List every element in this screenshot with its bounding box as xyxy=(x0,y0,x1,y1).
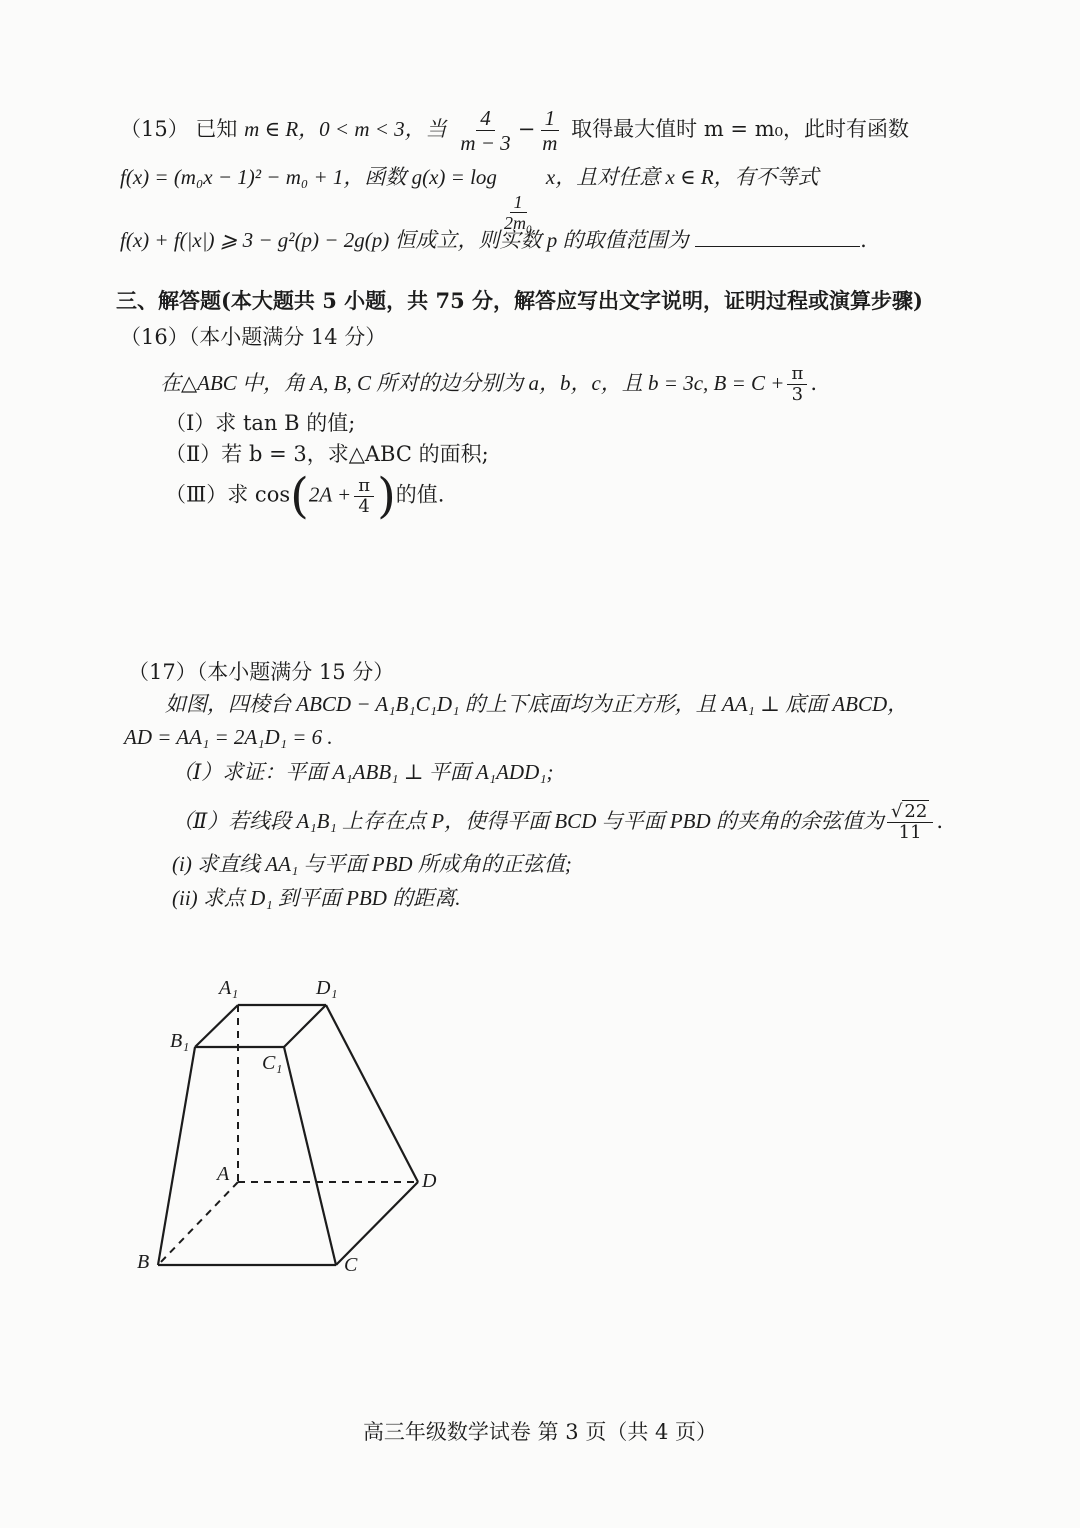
q16-part2: （Ⅱ）若 b = 3，求△ABC 的面积; xyxy=(165,442,489,466)
page-footer: 高三年级数学试卷 第 3 页（共 4 页） xyxy=(362,1420,718,1444)
q17-cos-numerator: √ 22 xyxy=(887,802,933,823)
q15-frac1-numerator: 4 xyxy=(476,106,495,131)
edge-C1-D1 xyxy=(284,1005,326,1047)
q15-text-a: 已知 xyxy=(195,117,238,141)
q16-pi-denominator: 3 xyxy=(791,384,804,405)
q17-stem2: AD = AA₁ = 2A₁D₁ = 6 . xyxy=(124,725,333,749)
q15-line2-a: f(x) = (m₀x − 1)² − m₀ + 1，函数 g(x) = log xyxy=(120,165,497,189)
label-B: B xyxy=(137,1251,150,1273)
label-B1: B₁ xyxy=(170,1030,190,1052)
left-paren: ( xyxy=(290,468,309,524)
q17-cos-denominator: 11 xyxy=(898,822,922,843)
q15-line3-end: . xyxy=(860,228,867,252)
q15-minus: − xyxy=(517,117,536,141)
label-D1: D₁ xyxy=(316,977,338,999)
q16-part3-pi-denominator: 4 xyxy=(358,495,370,517)
q17-header: （17）（本小题满分 15 分） xyxy=(128,660,395,684)
q17-stem1: 如图，四棱台 ABCD − A₁B₁C₁D₁ 的上下底面均为正方形，且 AA₁ ⊥ 底面 ABCD， xyxy=(165,692,909,716)
right-paren: ) xyxy=(377,468,396,524)
edge-A1-B1 xyxy=(195,1005,238,1047)
q17-part1: （Ⅰ）求证：平面 A₁ABB₁ ⊥ 平面 A₁ADD₁; xyxy=(172,760,554,784)
label-A1: A₁ xyxy=(219,977,239,999)
section-heading: 三、解答题(本大题共 5 小题，共 75 分，解答应写出文字说明，证明过程或演算步骤) xyxy=(116,288,923,313)
q16-part1: （Ⅰ）求 tan B 的值; xyxy=(165,411,356,435)
edge-C-D xyxy=(336,1182,418,1265)
q16-stem-end: . xyxy=(810,371,817,395)
q16-part3-pi-numerator: π xyxy=(354,476,374,497)
q15-log-base-denominator: 2m₀ xyxy=(503,213,533,233)
q16-stem-text: 在△ABC 中，角 A, B, C 所对的边分别为 a，b，c，且 b = 3c, B = C + xyxy=(160,371,785,395)
q15-line2-b: x，且对任意 x ∈ R，有不等式 xyxy=(545,165,819,189)
label-A: A xyxy=(217,1163,230,1185)
frustum-solid-edges xyxy=(158,1005,418,1265)
q15-log-base-numerator: 1 xyxy=(510,192,527,213)
q17-sub1: (i) 求直线 AA₁ 与平面 PBD 所成角的正弦值; xyxy=(172,852,572,876)
q16-part3-inner: 2A + xyxy=(308,482,352,507)
q15-number: （15） xyxy=(120,117,189,141)
q17-sub2: (ii) 求点 D₁ 到平面 PBD 的距离. xyxy=(172,886,461,910)
q17-sqrt-value: 22 xyxy=(904,801,928,822)
q15-line3-text: f(x) + f(|x|) ⩾ 3 − g²(p) − 2g(p) 恒成立，则实数 p 的取值范围为 xyxy=(120,228,689,252)
edge-D1-D xyxy=(326,1005,418,1182)
label-C: C xyxy=(344,1254,358,1276)
label-C1: C₁ xyxy=(262,1052,283,1074)
q15-frac2-numerator: 1 xyxy=(541,106,560,131)
q15-frac2-denominator: m xyxy=(542,131,558,155)
q15-frac1-denominator: m − 3 xyxy=(460,131,511,155)
label-D: D xyxy=(422,1170,437,1192)
q17-part2-end: . xyxy=(936,809,944,833)
q16-pi-numerator: π xyxy=(787,364,807,385)
q16-part3-a: （Ⅲ）求 cos xyxy=(165,482,291,507)
q17-part2-text: （Ⅱ）若线段 A₁B₁ 上存在点 P，使得平面 BCD 与平面 PBD 的夹角的余弦值为 xyxy=(172,809,884,833)
edge-C1-C xyxy=(284,1047,336,1265)
q16-header: （16）（本小题满分 14 分） xyxy=(120,325,387,349)
q15-text-b: m ∈ R，0 < m < 3，当 xyxy=(244,117,447,141)
q15-text-c: 取得最大值时 m = m₀，此时有函数 xyxy=(571,117,910,141)
q16-part3-b: 的值. xyxy=(395,482,445,507)
